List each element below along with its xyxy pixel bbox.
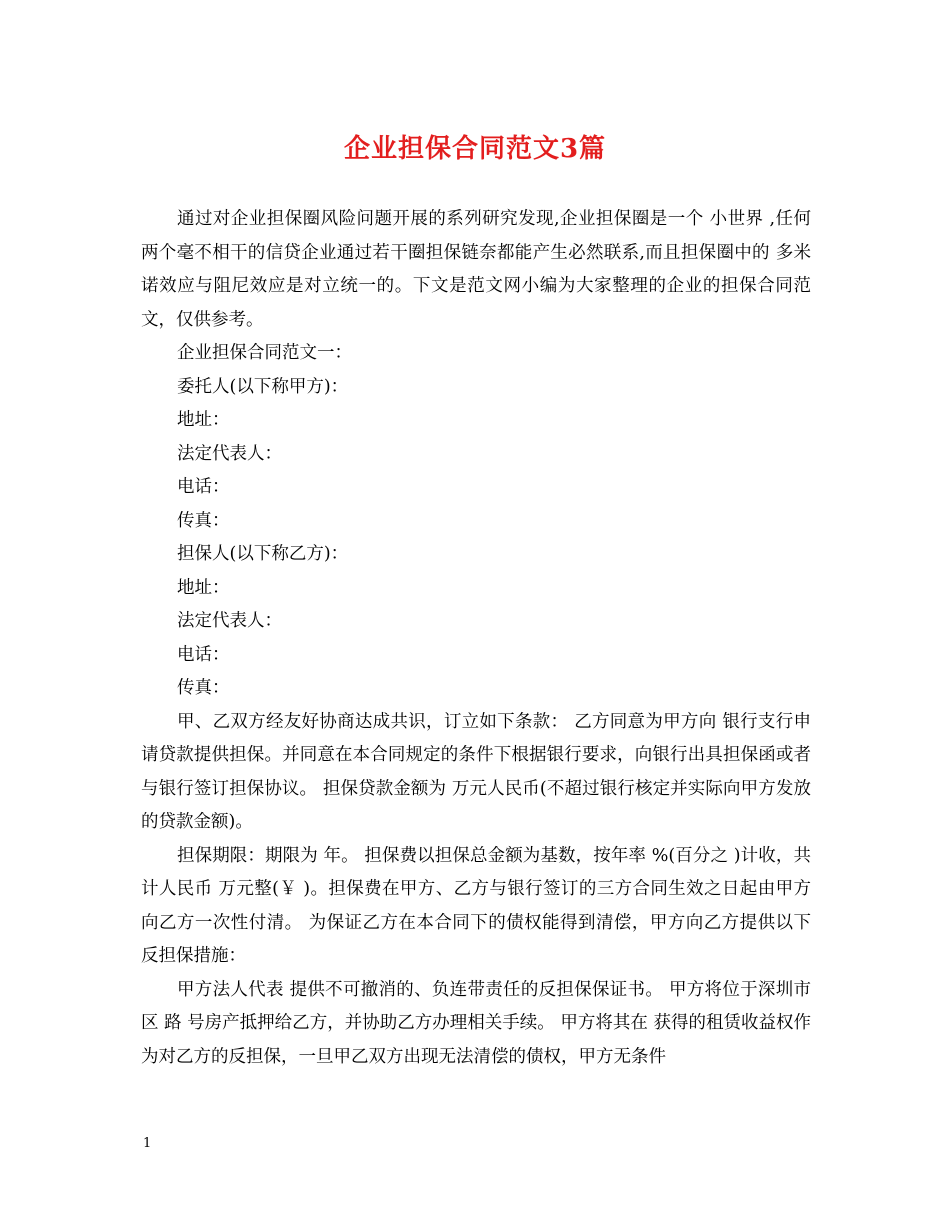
clause-paragraph-3: 甲方法人代表 提供不可撤消的、负连带责任的反担保保证书。 甲方将位于深圳市 区 路 号房产抵押给乙方，并协助乙方办理相关手续。 甲方将其在 获得的租赁收益权作为对乙方的反担保，一旦甲乙双方出现无法清偿的债权，甲方无条件 [141,979,811,1067]
party-b-fax: 传真： [177,678,230,698]
party-a-label: 委托人(以下称甲方)： [177,376,349,397]
party-b-phone: 电话： [177,644,230,665]
page-number: 1 [143,1136,152,1151]
party-a-address: 地址： [177,410,230,430]
clause-paragraph-1: 甲、乙双方经友好协商达成共识，订立如下条款： 乙方同意为甲方向 银行支行申请贷款提供担保。并同意在本合同规定的条件下根据银行要求，向银行出具担保函或者与银行签订担保协议。 担保贷款金额为 万元人民币(不超过银行核定并实际向甲方发放的贷款金额)。 [141,711,811,832]
intro-paragraph: 通过对企业担保圈风险问题开展的系列研究发现,企业担保圈是一个 小世界 ,任何两个毫不相干的信贷企业通过若干圈担保链奈都能产生必然联系,而且担保圈中的 多米诺效应与阻尼效应是对立统一的。下文是范文网小编为大家整理的企业的担保合同范文，仅供参考。 [141,209,811,330]
document-title: 企业担保合同范文3篇 [343,134,607,164]
document-body [141,203,811,1074]
party-a-phone: 电话： [177,477,230,497]
party-b-label: 担保人(以下称乙方)： [177,544,349,564]
party-a-fax: 传真： [177,510,230,531]
party-b-address: 地址： [177,577,230,598]
section-heading: 企业担保合同范文一： [177,343,352,363]
party-b-legal-rep: 法定代表人： [177,611,282,631]
party-a-legal-rep: 法定代表人： [177,443,282,464]
clause-paragraph-2: 担保期限：期限为 年。 担保费以担保总金额为基数，按年率 %(百分之 )计收，共计人民币 万元整(￥ )。担保费在甲方、乙方与银行签订的三方合同生效之日起由甲方向乙方一次性付清。 为保证乙方在本合同下的债权能得到清偿，甲方向乙方提供以下反担保措施： [141,845,811,966]
